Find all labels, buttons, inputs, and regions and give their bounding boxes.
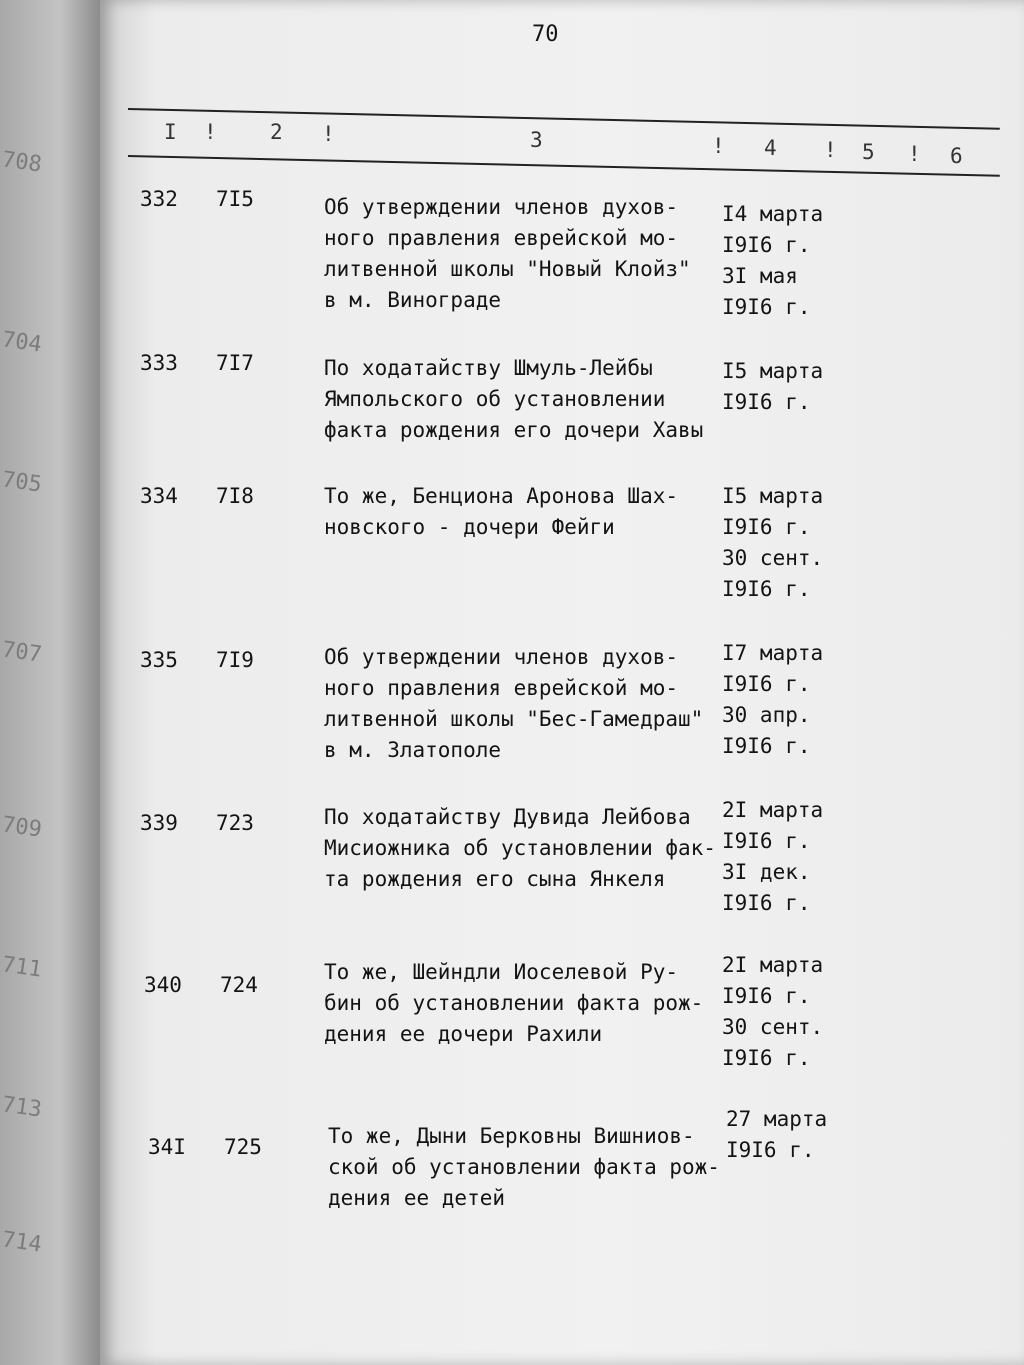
header-col-5: 5 (862, 140, 875, 164)
row-date-line: 30 сент. (722, 1015, 824, 1039)
facing-page-number: 709 (0, 812, 44, 843)
row-description-line: дения ее дочери Рахили (324, 1022, 603, 1046)
row-date-line: 3I мая (722, 264, 798, 288)
row-date-line: 30 апр. (722, 703, 811, 727)
document-page (100, 0, 1024, 1365)
header-separator: ! (908, 142, 921, 166)
row-date-line: I9I6 г. (722, 390, 811, 414)
row-date-line: 2I марта (722, 798, 824, 822)
row-description-line: дения ее детей (328, 1186, 506, 1210)
row-date-line: I9I6 г. (722, 515, 811, 539)
row-description-line: То же, Дыни Берковны Вишниов- (328, 1124, 695, 1148)
file-number: 725 (224, 1135, 262, 1159)
row-date-line: I9I6 г. (722, 672, 811, 696)
row-description-line: Об утверждении членов духов- (324, 645, 679, 669)
header-col-4: 4 (764, 136, 777, 160)
row-description-line: в м. Златополе (324, 738, 502, 762)
row-description-line: литвенной школы "Бес-Гамедраш" (324, 707, 704, 731)
row-date-line: I9I6 г. (722, 233, 811, 257)
row-date-line: I4 марта (722, 202, 824, 226)
header-separator: ! (824, 138, 837, 162)
row-date-line: 30 сент. (722, 546, 824, 570)
facing-page-number: 711 (0, 952, 44, 983)
row-date-line: 2I марта (722, 953, 824, 977)
row-description-line: факта рождения его дочери Хавы (324, 418, 704, 442)
row-date-line: I9I6 г. (722, 829, 811, 853)
row-description-line: По ходатайству Шмуль-Лейбы (324, 356, 653, 380)
row-description-line: То же, Бенциона Аронова Шах- (324, 484, 679, 508)
row-date-line: I5 марта (722, 359, 824, 383)
row-date-line: I9I6 г. (722, 295, 811, 319)
header-separator: ! (712, 134, 725, 158)
header-col-6: 6 (950, 144, 963, 168)
facing-page-number: 713 (0, 1092, 44, 1123)
header-col-2: 2 (270, 120, 283, 144)
row-number: 335 (140, 648, 178, 672)
row-number: 34I (148, 1135, 186, 1159)
row-description-line: ного правления еврейской мо- (324, 676, 679, 700)
row-number: 339 (140, 811, 178, 835)
facing-page-number: 705 (0, 467, 44, 498)
file-number: 7I7 (216, 351, 254, 375)
row-date-line: I7 марта (722, 641, 824, 665)
row-date-line: I9I6 г. (722, 891, 811, 915)
row-date-line: I5 марта (722, 484, 824, 508)
row-number: 333 (140, 351, 178, 375)
row-description-line: в м. Винограде (324, 288, 502, 312)
row-description-line: бин об установлении факта рож- (324, 991, 704, 1015)
row-description-line: новского - дочери Фейги (324, 515, 615, 539)
row-description-line: та рождения его сына Янкеля (324, 867, 666, 891)
row-date-line: I9I6 г. (722, 577, 811, 601)
header-col-1: I (164, 120, 177, 144)
header-separator: ! (322, 122, 335, 146)
facing-page-number: 704 (0, 327, 44, 358)
file-number: 7I5 (216, 187, 254, 211)
row-date-line: 3I дек. (722, 860, 811, 884)
facing-page-number: 714 (0, 1227, 44, 1258)
page-number: 70 (532, 22, 559, 47)
file-number: 723 (216, 811, 254, 835)
row-date-line: I9I6 г. (722, 1046, 811, 1070)
row-date-line: I9I6 г. (722, 734, 811, 758)
facing-page-number: 708 (0, 147, 44, 178)
row-description-line: ного правления еврейской мо- (324, 226, 679, 250)
row-number: 332 (140, 187, 178, 211)
header-separator: ! (204, 120, 217, 144)
file-number: 7I8 (216, 484, 254, 508)
file-number: 724 (220, 973, 258, 997)
row-description-line: литвенной школы "Новый Клойз" (324, 257, 691, 281)
facing-page-edge (0, 0, 100, 1365)
row-description-line: По ходатайству Дувида Лейбова (324, 805, 691, 829)
file-number: 7I9 (216, 648, 254, 672)
row-description-line: Об утверждении членов духов- (324, 195, 679, 219)
header-col-3: 3 (530, 128, 543, 152)
row-date-line: I9I6 г. (722, 984, 811, 1008)
row-description-line: ской об установлении факта рож- (328, 1155, 720, 1179)
row-description-line: Ямпольского об установлении (324, 387, 666, 411)
row-number: 334 (140, 484, 178, 508)
row-description-line: Мисиожника об установлении фак- (324, 836, 716, 860)
row-number: 340 (144, 973, 182, 997)
row-description-line: То же, Шейндли Иоселевой Ру- (324, 960, 679, 984)
row-date-line: 27 марта (726, 1107, 828, 1131)
header-top-rule (128, 108, 1000, 130)
facing-page-number: 707 (0, 637, 44, 668)
row-date-line: I9I6 г. (726, 1138, 815, 1162)
